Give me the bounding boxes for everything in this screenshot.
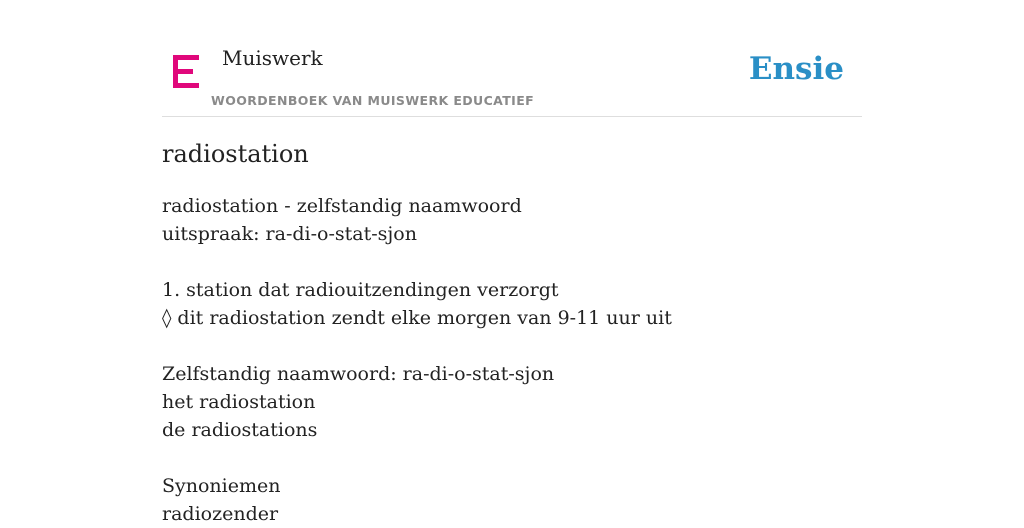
ensie-brand-link[interactable]: Ensie xyxy=(748,51,844,87)
entry-line-grammar: Zelfstandig naamwoord: ra-di-o-stat-sjon xyxy=(162,363,555,385)
entry-line-pronunciation: uitspraak: ra-di-o-stat-sjon xyxy=(162,223,417,245)
entry-line-plural: de radiostations xyxy=(162,419,318,441)
muiswerk-logo-icon[interactable] xyxy=(173,55,199,88)
site-subtitle: WOORDENBOEK VAN MUISWERK EDUCATIEF xyxy=(211,93,535,108)
entry-line-blank xyxy=(162,332,862,360)
entry-line-singular: het radiostation xyxy=(162,391,316,413)
entry-line-definition: 1. station dat radiouitzendingen verzorgt xyxy=(162,279,559,301)
entry-title: radiostation xyxy=(162,140,309,168)
entry-line-blank xyxy=(162,248,862,276)
entry-line-headword: radiostation - zelfstandig naamwoord xyxy=(162,195,522,217)
entry-line-synonyms-heading: Synoniemen xyxy=(162,475,281,497)
logo-bottom-bar xyxy=(173,83,199,88)
entry-line-example: ◊ dit radiostation zendt elke morgen van 9-11 uur uit xyxy=(162,307,672,329)
logo-middle-bar xyxy=(173,69,193,74)
entry-line-blank xyxy=(162,444,862,472)
entry-line-synonym: radiozender xyxy=(162,503,279,525)
entry-content xyxy=(162,192,862,528)
logo-top-bar xyxy=(173,55,199,60)
site-header xyxy=(162,0,862,117)
site-name-link[interactable]: Muiswerk xyxy=(222,46,323,70)
